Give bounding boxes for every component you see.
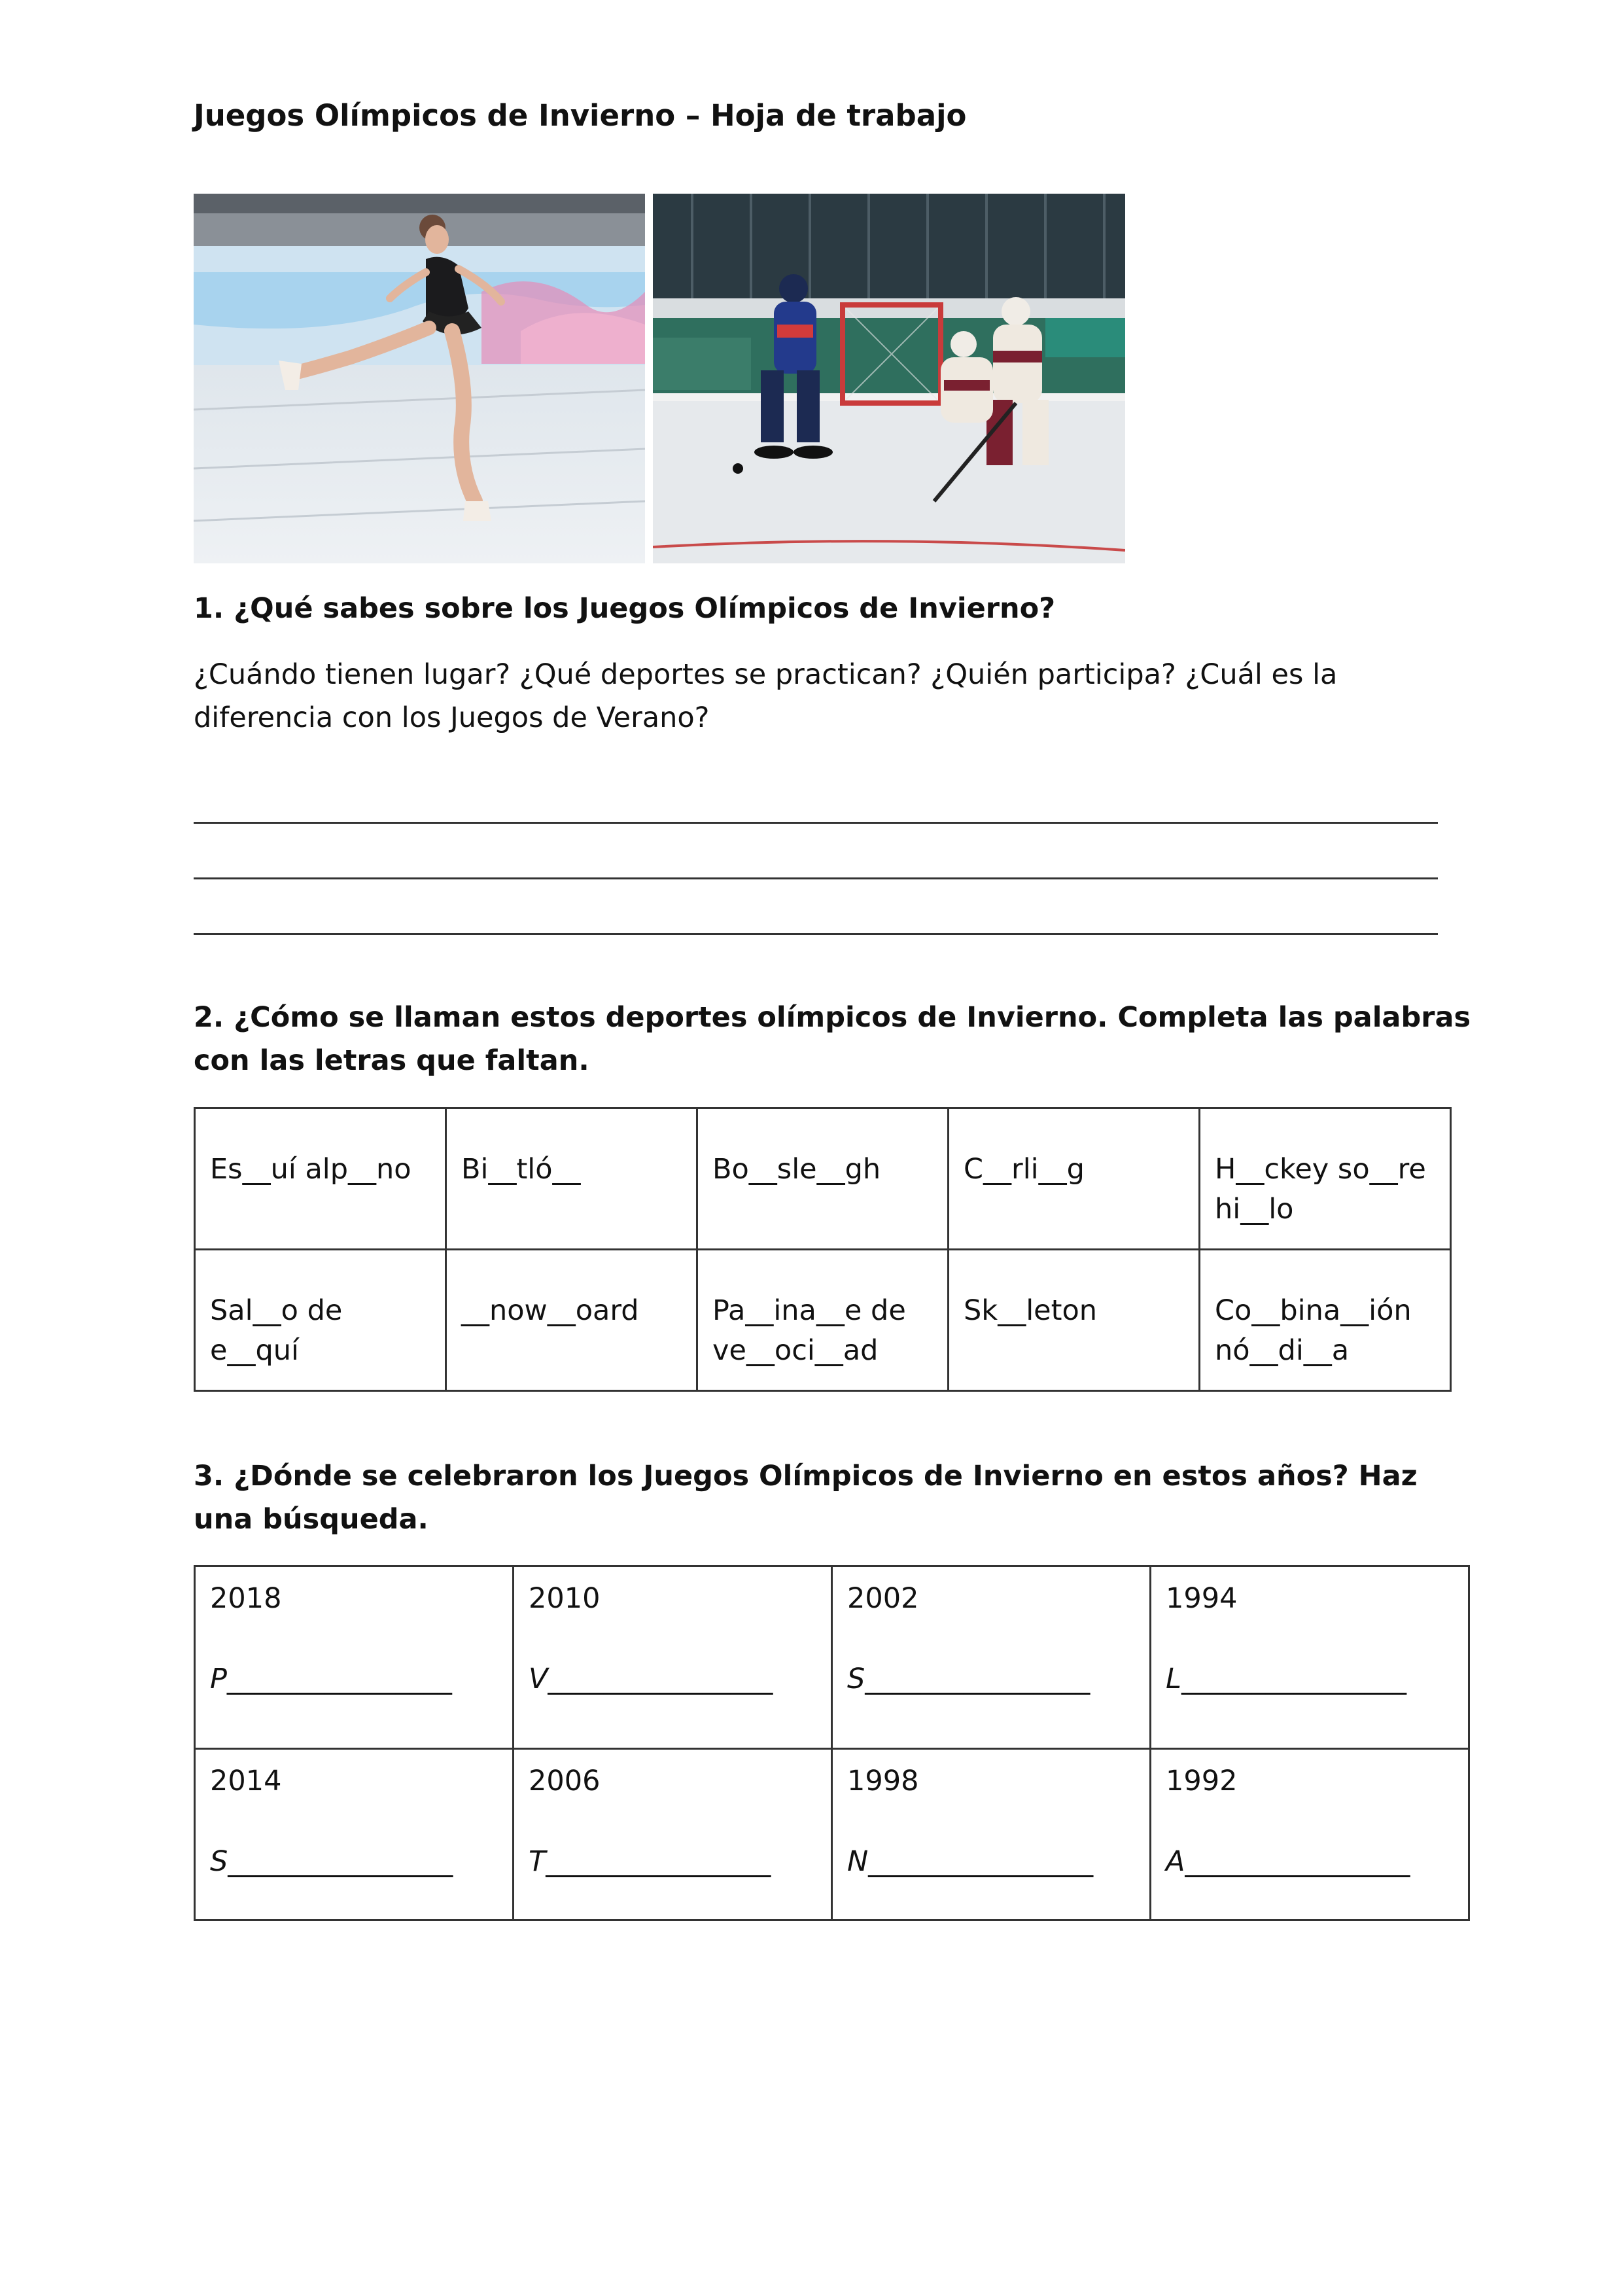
city-blank[interactable]: S________________ <box>847 1663 1091 1695</box>
word-cell[interactable]: Sk__leton <box>949 1250 1200 1391</box>
word-cell[interactable]: Pa__ina__e de ve__oci__ad <box>697 1250 949 1391</box>
question-1-text: ¿Cuándo tienen lugar? ¿Qué deportes se practican? ¿Quién participa? ¿Cuál es la diferencia con los Juegos de Verano? <box>194 658 1338 734</box>
city-blank[interactable]: N________________ <box>847 1845 1094 1878</box>
table-row <box>195 1250 1451 1391</box>
missing-letters-table <box>194 1107 1452 1392</box>
word-cell[interactable]: C__rli__g <box>949 1108 1200 1250</box>
table-row <box>195 1108 1451 1250</box>
year-cell <box>514 1749 832 1920</box>
year-cell <box>514 1566 832 1749</box>
year-cell <box>1151 1566 1469 1749</box>
city-blank[interactable]: S________________ <box>210 1845 453 1878</box>
page-title: Juegos Olímpicos de Invierno – Hoja de trabajo <box>194 98 967 133</box>
year-label: 2014 <box>210 1765 282 1797</box>
word-cell[interactable]: Bo__sle__gh <box>697 1108 949 1250</box>
year-label: 2002 <box>847 1582 919 1615</box>
word-cell[interactable]: H__ckey so__re hi__lo <box>1200 1108 1451 1250</box>
city-blank[interactable]: L________________ <box>1166 1663 1406 1695</box>
answer-line[interactable] <box>194 877 1438 879</box>
year-label: 1992 <box>1166 1765 1238 1797</box>
year-label: 2010 <box>529 1582 601 1615</box>
word-cell[interactable]: Sal__o de e__quí <box>195 1250 446 1391</box>
table-row <box>195 1749 1469 1920</box>
year-cell <box>832 1749 1151 1920</box>
year-label: 1994 <box>1166 1582 1238 1615</box>
question-3-heading: 3. ¿Dónde se celebraron los Juegos Olímpicos de Invierno en estos años? Haz una búsqueda. <box>194 1460 1418 1536</box>
figure-skater-photo <box>194 194 645 563</box>
year-cell <box>1151 1749 1469 1920</box>
olympic-cities-table <box>194 1565 1470 1921</box>
year-cell <box>195 1566 514 1749</box>
year-label: 1998 <box>847 1765 919 1797</box>
year-cell <box>832 1566 1151 1749</box>
answer-line[interactable] <box>194 933 1438 935</box>
year-label: 2018 <box>210 1582 282 1615</box>
year-cell <box>195 1749 514 1920</box>
answer-line[interactable] <box>194 822 1438 824</box>
ice-hockey-photo <box>653 194 1125 563</box>
year-label: 2006 <box>529 1765 601 1797</box>
word-cell[interactable]: __now__oard <box>446 1250 697 1391</box>
word-cell[interactable]: Bi__tló__ <box>446 1108 697 1250</box>
city-blank[interactable]: V________________ <box>529 1663 773 1695</box>
question-2-heading: 2. ¿Cómo se llaman estos deportes olímpicos de Invierno. Completa las palabras con las letras que faltan. <box>194 1001 1471 1077</box>
word-cell[interactable]: Co__bina__ión nó__di__a <box>1200 1250 1451 1391</box>
city-blank[interactable]: P________________ <box>210 1663 452 1695</box>
table-row <box>195 1566 1469 1749</box>
city-blank[interactable]: T________________ <box>529 1845 771 1878</box>
word-cell[interactable]: Es__uí alp__no <box>195 1108 446 1250</box>
city-blank[interactable]: A________________ <box>1166 1845 1410 1878</box>
question-1-heading: 1. ¿Qué sabes sobre los Juegos Olímpicos de Invierno? <box>194 592 1056 625</box>
